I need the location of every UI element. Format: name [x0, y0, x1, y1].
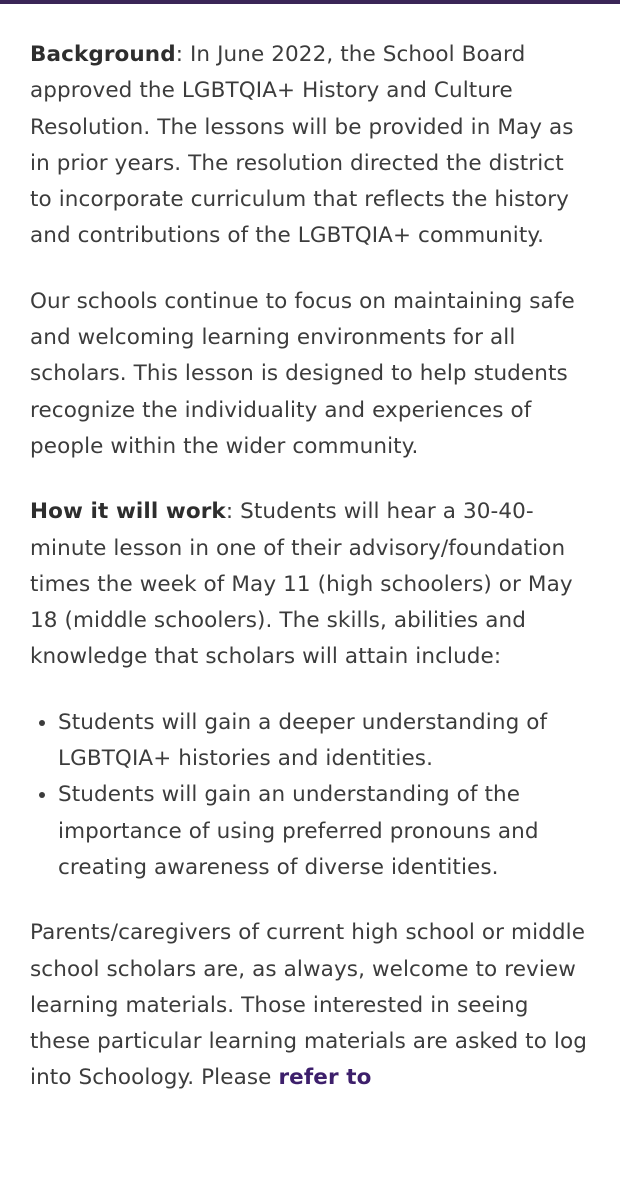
top-bar	[0, 0, 620, 4]
background-text: : In June 2022, the School Board approved the LGBTQIA+ History and Culture Resolution. The lessons will be provided in May as in prior years. The resolution directed the district to incorporate curriculum that reflects the history and contributions of the LGBTQIA+ community.	[30, 42, 574, 249]
list-item: • Students will gain a deeper understanding of LGBTQIA+ histories and identities.	[58, 705, 590, 778]
refer-to-link[interactable]: refer to	[278, 1065, 372, 1091]
how-it-works-label: How it will work	[30, 499, 226, 525]
background-paragraph	[30, 37, 590, 255]
schools-paragraph: Our schools continue to focus on maintaining safe and welcoming learning environments for all scholars. This lesson is designed to help students recognize the individuality and experiences of people within the wider community.	[30, 288, 575, 459]
parents-paragraph	[30, 915, 590, 1096]
how-it-works-paragraph	[30, 494, 590, 675]
parents-text: Parents/caregivers of current high school or middle school scholars are, as always, welcome to review learning materials. Those interested in seeing these particular learning materials are asked to log into Schoology. Please	[30, 920, 587, 1091]
list-item: • Students will gain an understanding of the importance of using preferred pronouns and creating awareness of diverse identities.	[58, 777, 590, 886]
outcomes-list	[30, 705, 590, 886]
how-it-works-text: : Students will hear a 30-40-minute lesson in one of their advisory/foundation times the week of May 11 (high schoolers) or May 18 (middle schoolers). The skills, abilities and knowledge that scholars will attain include:	[30, 499, 573, 670]
article-body	[30, 37, 590, 1126]
background-label: Background	[30, 42, 176, 67]
